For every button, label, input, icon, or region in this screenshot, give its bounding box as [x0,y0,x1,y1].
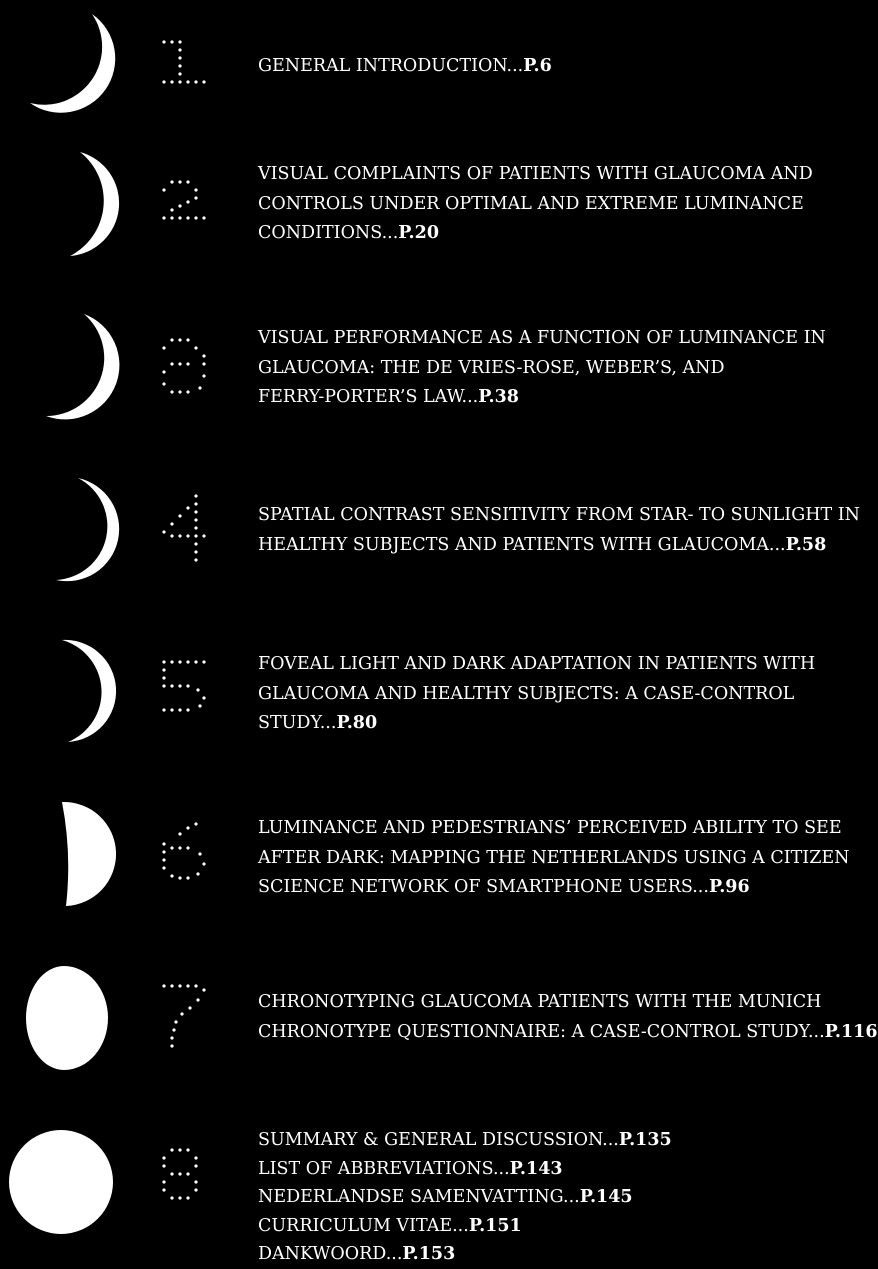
page-number: P.38 [478,387,519,407]
waxing-crescent-thin-moon-icon [0,10,130,140]
page-number: P.116 [824,1021,878,1042]
chapter-title: VISUAL COMPLAINTS OF PATIENTS WITH GLAUCOMA AND CONTROLS UNDER OPTIMAL AND EXTREME LUMINANCE CONDITIONS...P.20 [258,164,813,243]
page-number: P.145 [579,1187,633,1207]
chapter-title: GENERAL INTRODUCTION...P.6 [258,56,552,76]
chapter-title: FOVEAL LIGHT AND DARK ADAPTATION IN PATIENTS WITH GLAUCOMA AND HEALTHY SUBJECTS: A CASE-CONTROL STUDY...P.80 [258,654,816,733]
page-number: P.96 [708,877,750,897]
waxing-gibbous-moon-icon [0,962,130,1092]
page-number: P.143 [509,1158,563,1179]
page-number: P.20 [398,223,440,243]
waxing-crescent-moon-icon [0,150,130,280]
appendix-list [258,1126,858,1269]
appendix-entry-dankwoord: DANKWOORD...P.153 [258,1244,456,1264]
chapter-number-2 [156,178,216,258]
page-number: P.135 [618,1130,672,1150]
appendix-entry-abbreviations: LIST OF ABBREVIATIONS...P.143 [258,1158,563,1179]
page-number: P.80 [336,713,378,733]
appendix-entry-samenvatting: NEDERLANDSE SAMENVATTING...P.145 [258,1187,633,1207]
page-number: P.151 [468,1215,522,1236]
waxing-crescent-wide-moon-icon [0,638,130,768]
chapter-number-3 [156,336,216,416]
chapter-number-8 [156,1146,216,1226]
chapter-number-1 [156,38,216,118]
chapter-title: CHRONOTYPING GLAUCOMA PATIENTS WITH THE MUNICH CHRONOTYPE QUESTIONNAIRE: A CASE-CONTROL STUDY...P.116 [258,992,878,1042]
chapter-title: LUMINANCE AND PEDESTRIANS’ PERCEIVED ABILITY TO SEE AFTER DARK: MAPPING THE NETHERLANDS USING A CITIZEN SCIENCE NETWORK OF SMARTPHONE USERS...P.96 [258,818,850,897]
page-number: P.6 [523,56,552,76]
waxing-crescent-moon-icon [0,314,130,444]
chapter-number-6 [156,820,216,900]
page-number: P.58 [785,534,827,555]
appendix-entry-summary: SUMMARY & GENERAL DISCUSSION...P.135 [258,1130,672,1150]
page-number: P.153 [402,1244,456,1264]
chapter-number-5 [156,658,216,738]
chapter-number-7 [156,982,216,1062]
first-quarter-moon-icon [0,800,130,930]
appendix-entry-cv: CURRICULUM VITAE...P.151 [258,1215,522,1236]
chapter-number-4 [156,492,216,572]
full-moon-icon [0,1124,130,1254]
chapter-title: SPATIAL CONTRAST SENSITIVITY FROM STAR- TO SUNLIGHT IN HEALTHY SUBJECTS AND PATIENTS WITH GLAUCOMA...P.58 [258,505,860,555]
chapter-title: VISUAL PERFORMANCE AS A FUNCTION OF LUMINANCE IN GLAUCOMA: THE DE VRIES-ROSE, WEBER’S, AND FERRY-PORTER’S LAW...P.38 [258,328,826,407]
waxing-crescent-wide-moon-icon [0,476,130,606]
